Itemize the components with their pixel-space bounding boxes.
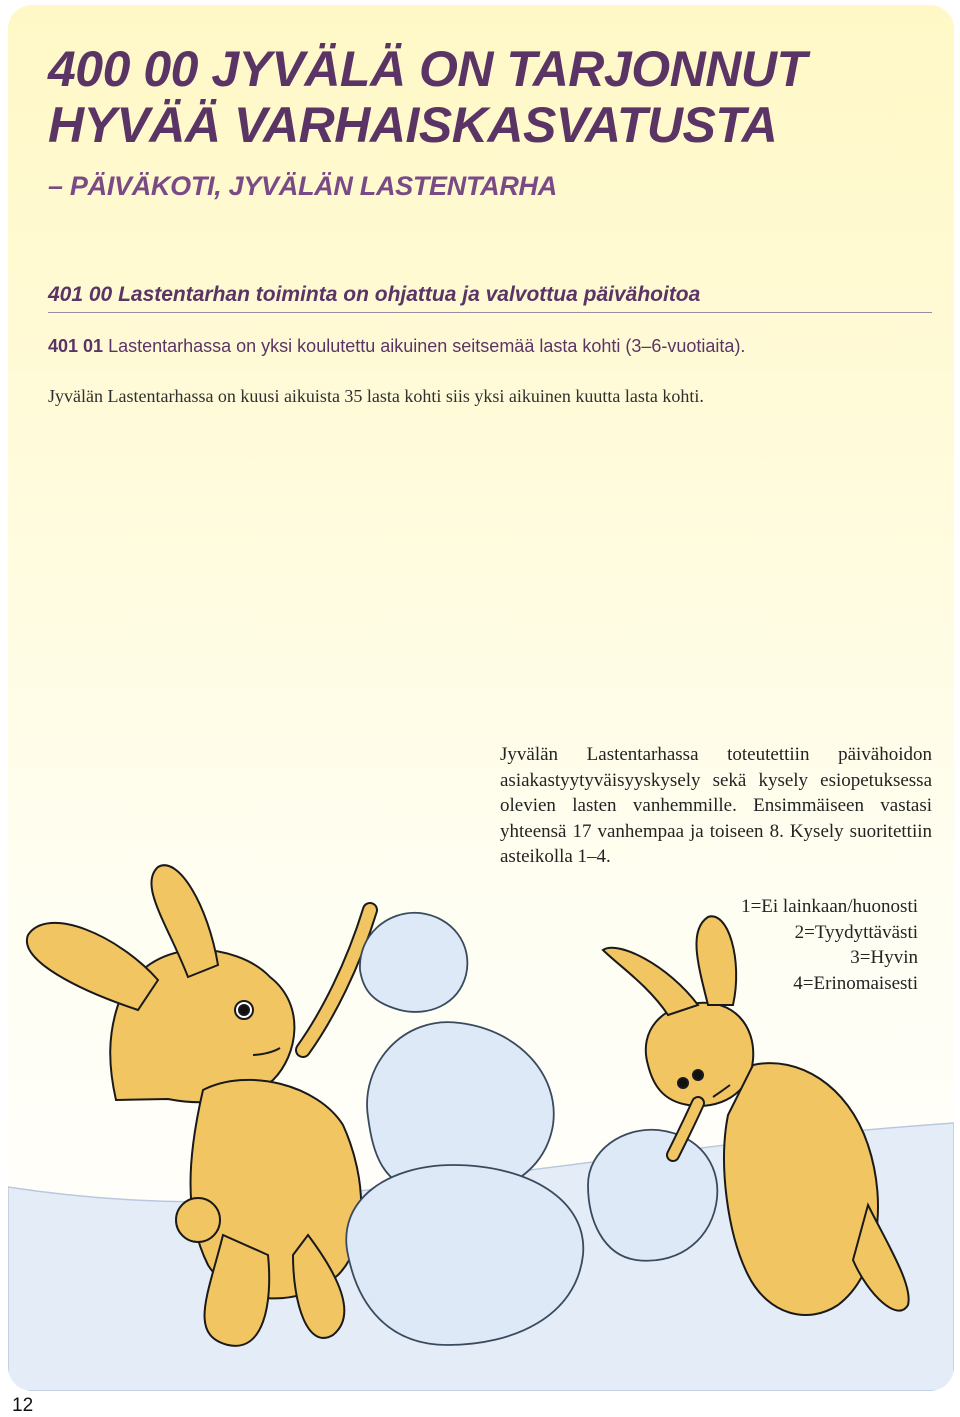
page-title-line1: 400 00 JYVÄLÄ ON TARJONNUT [48,41,807,97]
scale-item: 2=Tyydyttävästi [794,921,918,943]
section-heading: 401 00 Lastentarhan toiminta on ohjattua ja valvottua päivähoitoa [48,283,932,313]
scale-item: 3=Hyvin [850,947,918,968]
subsection-code: 401 01 [48,336,104,356]
page-number: 12 [12,1395,34,1416]
page-subtitle: – PÄIVÄKOTI, JYVÄLÄN LASTENTARHA [48,171,557,201]
scale-item: 1=Ei lainkaan/huonosti [741,896,918,917]
subsection-text: Lastentarhassa on yksi koulutettu aikuinen seitsemää lasta kohti (3–6-vuotiaita). [108,336,746,356]
body-paragraph: Jyvälän Lastentarhassa on kuusi aikuista 35 lasta kohti siis yksi aikuinen kuutta lasta kohti. [48,386,704,406]
scale-item: 4=Erinomaisesti [793,972,918,994]
survey-paragraph: Jyvälän Lastentarhassa toteutettiin päivähoidon asiakastyytyväisyyskysely sekä kysely esiopetuksessa olevien lasten vanhemmille. Ensimmäiseen vastasi yhteensä 17 vanhempaa ja toiseen 8. Kysely suoritettiin asteikolla 1–4. [500,744,932,867]
bunnies-snowball-illustration [8,5,954,1391]
rating-scale-legend [741,894,918,996]
page-panel [8,5,954,1391]
page-title-line2: HYVÄÄ VARHAISKASVATUSTA [48,97,778,153]
